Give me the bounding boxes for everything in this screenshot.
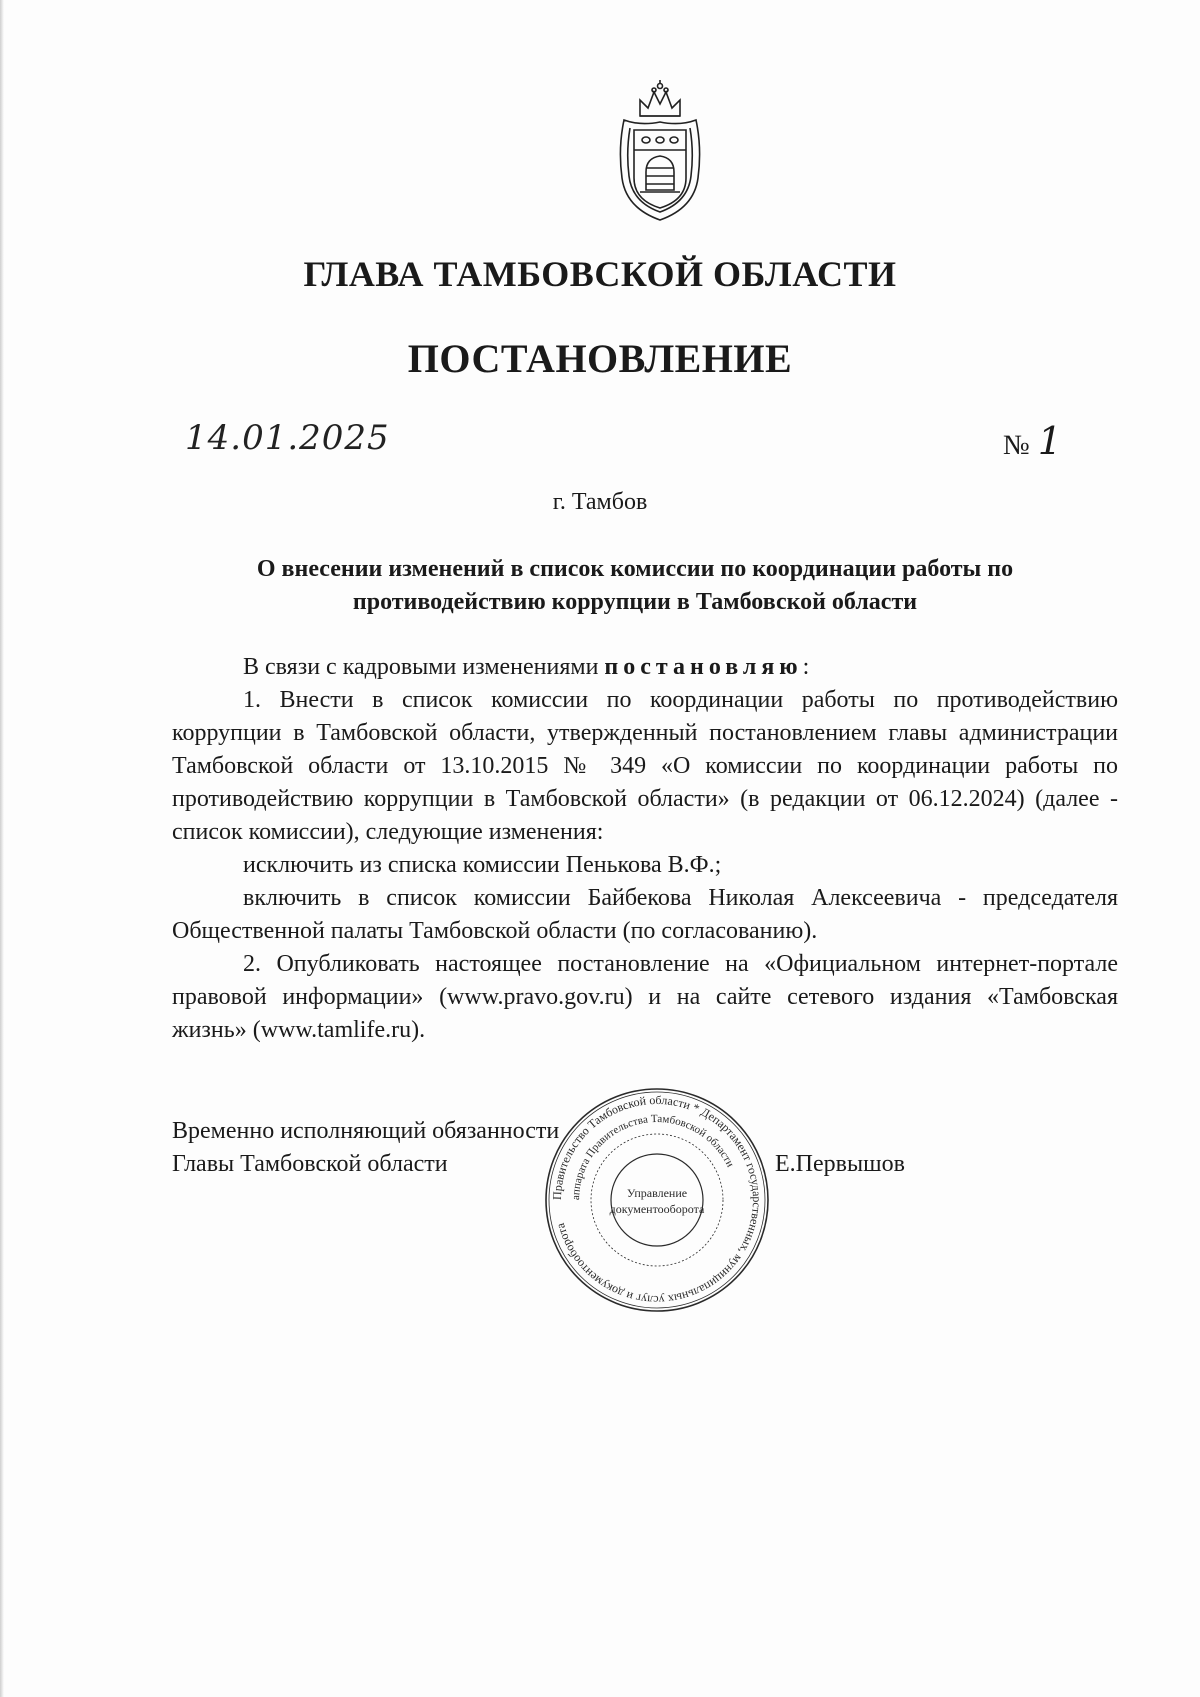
document-date: 14.01.2025 — [185, 418, 390, 458]
signatory-position — [172, 1115, 559, 1181]
body-item-2: 2. Опубликовать настоящее постановление на «Официальном интернет-портале правовой информации» (www.pravo.gov.ru) и на сайте сетевого издания «Тамбовская жизнь» (www.tamlife.ru). — [172, 951, 1118, 1043]
signatory-name: Е.Первышов — [775, 1151, 905, 1177]
document-subject: О внесении изменений в список комиссии по координации работы по противодействию коррупции в Тамбовской области — [256, 556, 1014, 615]
stamp-center-line-2: документооборота — [609, 1202, 705, 1216]
document-type-title: ПОСТАНОВЛЕНИЕ — [407, 336, 793, 381]
stamp-center-line-1: Управление — [626, 1186, 688, 1200]
intro-prefix: В связи с кадровыми изменениями — [243, 654, 599, 680]
coat-of-arms-emblem — [610, 78, 710, 223]
document-number-value: 1 — [1037, 419, 1062, 463]
signatory-position-line-2: Главы Тамбовской области — [172, 1151, 448, 1177]
stamp-outer-ring-path: Правительство Тамбовской области * Департамент государственных, муниципальных услуг и документооборота — [549, 1092, 765, 1308]
document-city: г. Тамбов — [552, 489, 648, 515]
intro-decree-word: постановляю — [604, 654, 803, 680]
body-item-1: 1. Внести в список комиссии по координации работы по противодействию коррупции в Тамбовской области, утвержденный постановлением главы администрации Тамбовской области от 13.10.2015 № 349 «О комиссии по координации работы по противодействию коррупции в Тамбовской области» (в редакции от 06.12.2024) (далее - список комиссии), следующие изменения: — [172, 687, 1118, 845]
document-number-label: № — [1003, 430, 1030, 461]
document-number — [1003, 419, 1062, 463]
intro-suffix: : — [802, 654, 810, 680]
body-item-1-exclude: исключить из списка комиссии Пенькова В.Ф.; — [243, 852, 722, 878]
document-body — [172, 651, 1118, 1047]
authority-title: ГЛАВА ТАМБОВСКОЙ ОБЛАСТИ — [303, 254, 897, 294]
signatory-position-line-1: Временно исполняющий обязанности — [172, 1118, 560, 1144]
body-item-1-include: включить в список комиссии Байбекова Николая Алексеевича - председателя Общественной палаты Тамбовской области (по согласованию). — [172, 885, 1118, 944]
body-intro — [172, 651, 1118, 684]
stamp-inner-ring-path: аппарата Правительства Тамбовской области — [569, 1112, 737, 1201]
official-stamp — [542, 1085, 772, 1315]
